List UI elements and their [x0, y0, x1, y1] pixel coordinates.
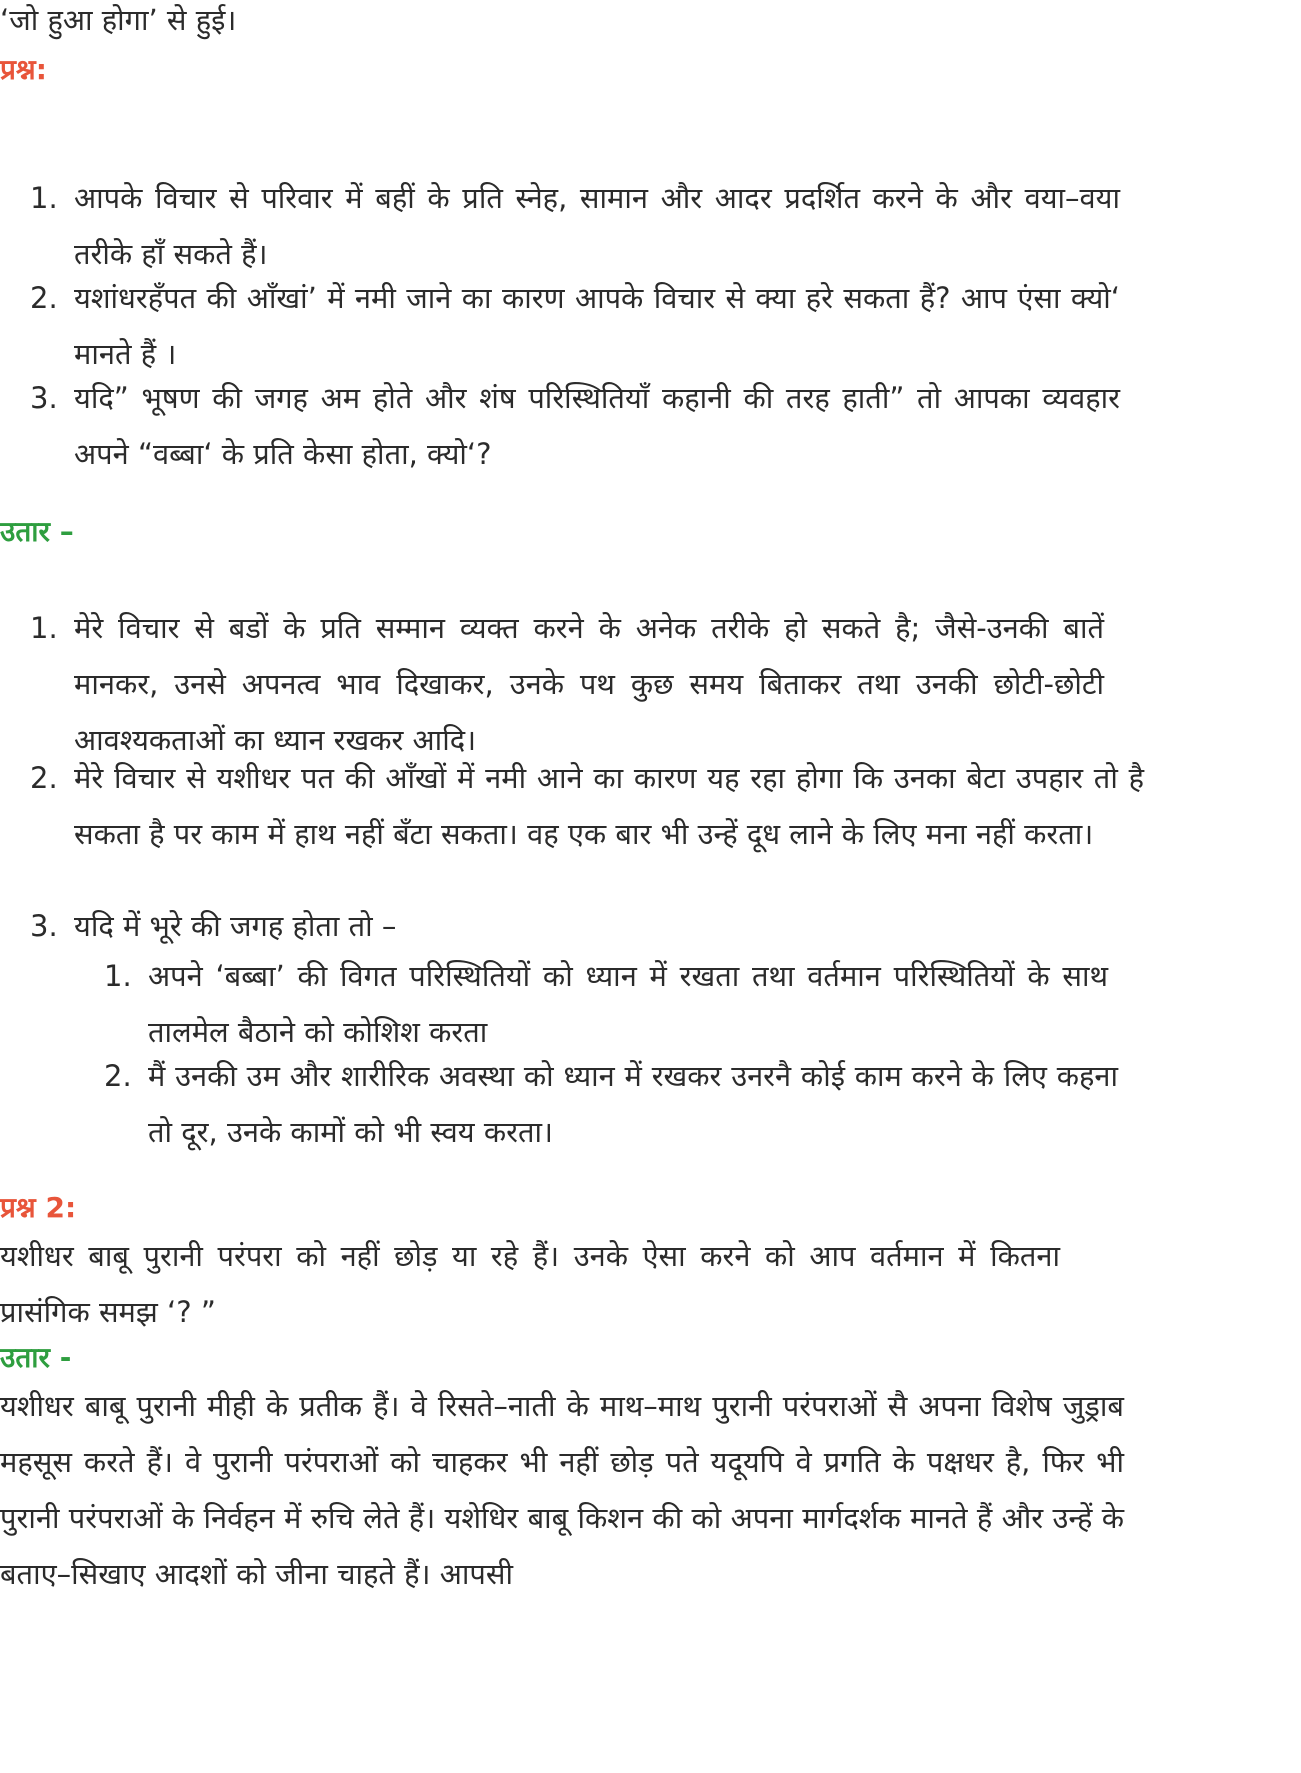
question-number: 2.	[30, 281, 58, 315]
question-number: 1.	[30, 181, 58, 215]
question-text: यशांधरहँपत की आँखां’ में नमी जाने का कारण आपके विचार से क्या हरे सकता हैं? आप एंसा क्यो‘ मानते हैं ।	[74, 281, 1120, 371]
answer-text: मेरे विचार से यशीधर पत की आँखों में नमी आने का कारण यह रहा होगा कि उनका बेटा उपहार तो है सकता है पर काम में हाथ नहीं बँटा सकता। वह एक बार भी उन्हें दूध लाने के लिए मना नहीं करता।	[74, 761, 1144, 851]
sub-answer-number: 2.	[104, 1059, 132, 1093]
sub-answer-text: मैं उनकी उम और शारीरिक अवस्था को ध्यान में रखकर उनरनै कोई काम करने के लिए कहना तो दूर, उनके कामों को भी स्वय करता।	[148, 1059, 1118, 1149]
question-2-heading: प्रश्न 2:	[0, 1191, 77, 1224]
top-fragment: ‘जो हुआ होगा’ से हुई।	[0, 3, 237, 37]
question-number: 3.	[30, 381, 58, 415]
question-2-text: यशीधर बाबू पुरानी परंपरा को नहीं छोड़ या रहे हैं। उनके ऐसा करने को आप वर्तमान में कितना प्रासंगिक समझ ‘? ”	[0, 1239, 1060, 1329]
sub-answer-number: 1.	[104, 959, 132, 993]
answer-2-heading: उतार -	[0, 1341, 72, 1374]
answer-number: 1.	[30, 611, 58, 645]
answer-2-text: यशीधर बाबू पुरानी मीही के प्रतीक हैं। वे रिसते–नाती के माथ–माथ पुरानी परंपराओं सै अपना विशेष जुड्राब महसूस करते हैं। वे पुरानी परंपराओं को चाहकर भी नहीं छोड़ पते यदूयपि वे प्रगति के पक्षधर है, फिर भी पुरानी परंपराओं के निर्वहन में रुचि लेते हैं। यशेधिर बाबू किशन की को अपना मार्गदर्शक मानते हैं और उन्हें के बताए–सिखाए आदशों को जीना चाहते हैं। आपसी	[0, 1389, 1124, 1591]
question-heading: प्रश्न:	[0, 53, 47, 86]
answer-number: 2.	[30, 761, 58, 795]
question-text: यदि” भूषण की जगह अम होते और शंष परिस्थितियाँ कहानी की तरह हाती” तो आपका व्यवहार अपने “वब्बा‘ के प्रति केसा होता, क्यो‘?	[74, 381, 1120, 471]
answer-number: 3.	[30, 909, 58, 943]
question-text: आपके विचार से परिवार में बहीं के प्रति स्नेह, सामान और आदर प्रदर्शित करने के और वया–वया तरीके हाँ सकते हैं।	[74, 181, 1120, 271]
sub-answer-text: अपने ‘बब्बा’ की विगत परिस्थितियों को ध्यान में रखता तथा वर्तमान परिस्थितियों के साथ तालमेल बैठाने को कोशिश करता	[148, 959, 1108, 1049]
answer-text: मेरे विचार से बडों के प्रति सम्मान व्यक्त करने के अनेक तरीके हो सकते है; जैसे-उनकी बातें मानकर, उनसे अपनत्व भाव दिखाकर, उनके पथ कुछ समय बिताकर तथा उनकी छोटी-छोटी आवश्यकताओं का ध्यान रखकर आदि।	[74, 611, 1104, 757]
answer-heading: उतार –	[0, 515, 74, 548]
answer-text: यदि में भूरे की जगह होता तो –	[74, 909, 397, 943]
